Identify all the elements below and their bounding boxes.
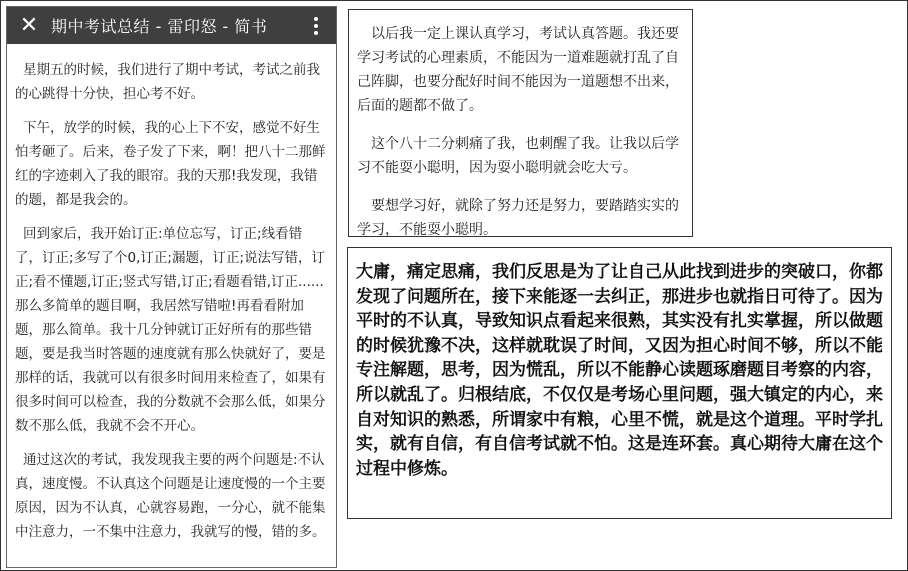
reflection-text: 大庸，痛定思痛，我们反思是为了让自己从此找到进步的突破口，你都发现了问题所在，接下来能逐一去纠正，那进步也就指日可待了。因为平时的不认真，导致知识点看起来很熟，其实没有扎实掌握，所以做题的时候犹豫不决，这样就耽误了时间，又因为担心时间不够，所以不能专注解题，思考，因为慌乱，所以不能静心读题琢磨题目考察的内容，所以就乱了。归根结底，不仅仅是考场心里问题，强大镇定的内心，来自对知识的熟悉，所谓家中有粮，心里不慌，就是这个道理。平时学扎实，就有自信，有自信考试就不怕。这是连环套。真心期待大庸在这个过程中修炼。 — [356, 262, 883, 479]
article-paragraph-3: 回到家后，我开始订正:单位忘写，订正;线看错了，订正;多写了个0,订正;漏题，订正;说法写错，订正;看不懂题,订正;竖式写错,订正;看题看错,订正......那么多简单的题目啊，我居然写错啦!再看看附加题，那么简单。我十几分钟就订正好所有的那些错题，要是我当时答题的速度就有那么快就好了，要是那样的话，我就可以有很多时间用来检查了，如果有很多时间可以检查，我的分数就不会那么低，如果分数不那么低，我就不会不开心。 — [15, 226, 326, 434]
article-paragraph-1: 星期五的时候，我们进行了期中考试，考试之前我的心跳得十分快，担心考不好。 — [15, 62, 320, 102]
notes-paragraph-2: 这个八十二分刺痛了我，也刺醒了我。让我以后学习不能耍小聪明，因为耍小聪明就会吃大亏。 — [357, 136, 679, 176]
article-paragraph-4: 通过这次的考试，我发现我主要的两个问题是:不认真，速度慢。不认真这个问题是让速度慢的一个主要原因，因为不认真，心就容易跑，一分心，就不能集中注意力，一不集中注意力，我就写的慢，错的多。 — [15, 452, 326, 540]
page-title: 期中考试总结 - 雷印怒 - 简书 — [51, 17, 268, 36]
article-body — [7, 44, 336, 544]
notes-paragraph-3: 要想学习好，就除了努力还是努力，要踏踏实实的学习，不能耍小聪明。 — [357, 198, 679, 238]
close-icon[interactable]: ✕ — [19, 12, 39, 38]
notes-box — [348, 9, 693, 237]
app-bar — [7, 7, 336, 44]
article-paragraph-2: 下午，放学的时候，我的心上下不安，感觉不好生怕考砸了。后来，卷子发了下来，啊！把八十二那鲜红的字迹刺入了我的眼帘。我的天那!我发现，我错的题，都是我会的。 — [15, 120, 326, 208]
notes-paragraph-1: 以后我一定上课认真学习，考试认真答题。我还要学习考试的心理素质，不能因为一道难题就打乱了自己阵脚，也要分配好时间不能因为一道题想不出来，后面的题都不做了。 — [357, 26, 679, 114]
reflection-box — [347, 247, 892, 519]
more-vert-icon[interactable] — [296, 7, 336, 44]
phone-screenshot — [6, 6, 337, 568]
